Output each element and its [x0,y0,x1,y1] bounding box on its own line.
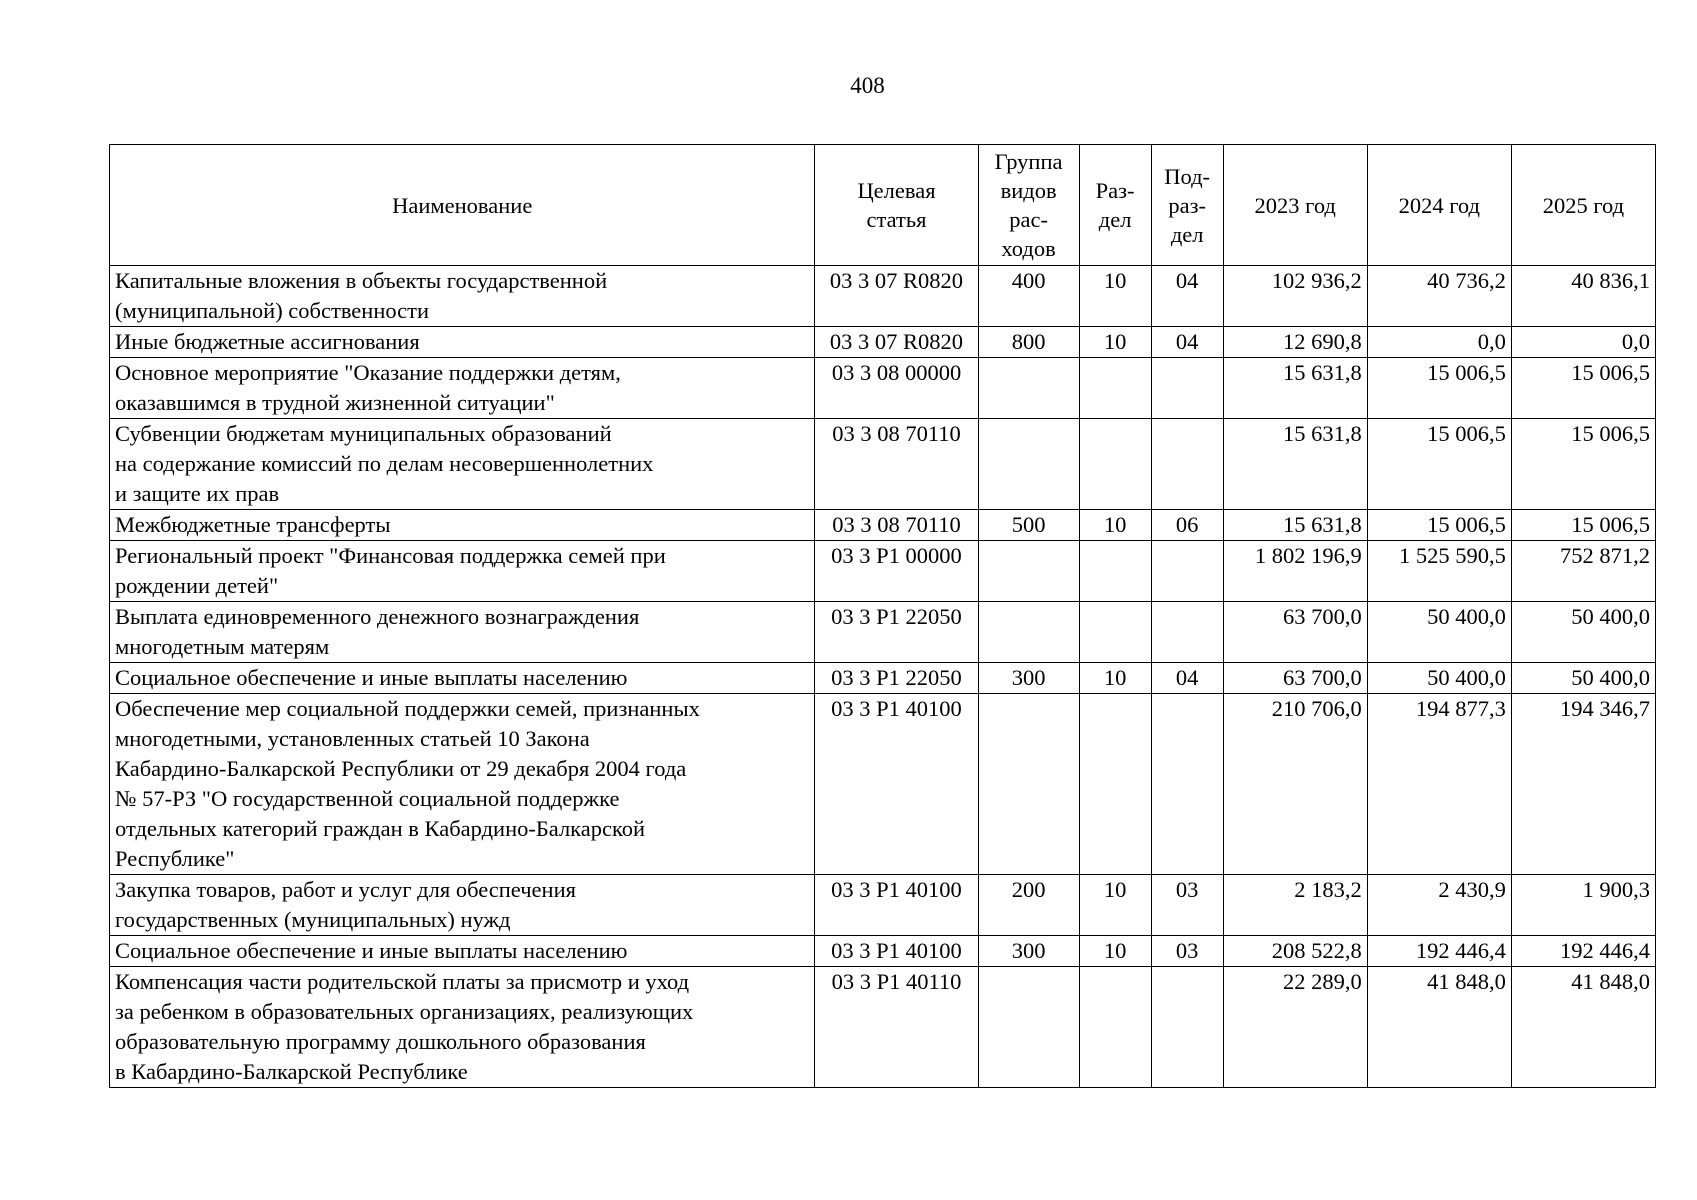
expense-group-cell [978,694,1079,875]
amount-2023-cell: 12 690,8 [1223,327,1367,358]
table-row [110,266,1656,327]
row-name-cell: Капитальные вложения в объекты государственной (муниципальной) собственности [110,266,815,327]
subsection-cell [1151,541,1223,602]
target-article-cell: 03 3 P1 00000 [815,541,978,602]
header-row [110,145,1656,266]
subsection-cell: 04 [1151,266,1223,327]
table-row [110,936,1656,967]
amount-2024-cell: 50 400,0 [1367,663,1511,694]
target-article-cell: 03 3 P1 40100 [815,694,978,875]
amount-2024-cell: 15 006,5 [1367,358,1511,419]
target-article-cell: 03 3 P1 22050 [815,663,978,694]
row-name-cell: Закупка товаров, работ и услуг для обеспечения государственных (муниципальных) нужд [110,875,815,936]
expense-group-cell [978,967,1079,1088]
amount-2023-cell: 63 700,0 [1223,602,1367,663]
amount-2025-cell: 15 006,5 [1511,419,1655,510]
amount-2023-cell: 1 802 196,9 [1223,541,1367,602]
target-article-cell: 03 3 P1 40110 [815,967,978,1088]
expense-group-cell [978,358,1079,419]
subsection-cell [1151,419,1223,510]
amount-2025-cell: 50 400,0 [1511,663,1655,694]
row-name-cell: Социальное обеспечение и иные выплаты населению [110,936,815,967]
target-article-cell: 03 3 07 R0820 [815,266,978,327]
expense-group-cell: 500 [978,510,1079,541]
subsection-cell [1151,602,1223,663]
row-name-cell: Выплата единовременного денежного вознаграждения многодетным матерям [110,602,815,663]
section-cell: 10 [1079,510,1151,541]
header-year-2024: 2024 год [1367,145,1511,266]
amount-2025-cell: 41 848,0 [1511,967,1655,1088]
page-number: 408 [850,73,885,98]
amount-2023-cell: 208 522,8 [1223,936,1367,967]
row-name-cell: Социальное обеспечение и иные выплаты населению [110,663,815,694]
row-name-cell: Основное мероприятие "Оказание поддержки детям, оказавшимся в трудной жизненной ситуации" [110,358,815,419]
amount-2023-cell: 22 289,0 [1223,967,1367,1088]
table-row [110,694,1656,875]
table-header [110,145,1656,266]
section-cell [1079,419,1151,510]
table-row [110,541,1656,602]
amount-2025-cell: 752 871,2 [1511,541,1655,602]
table-body [110,266,1656,1088]
amount-2024-cell: 40 736,2 [1367,266,1511,327]
header-expense-group: Группа видов рас- ходов [978,145,1079,266]
section-cell: 10 [1079,875,1151,936]
amount-2024-cell: 0,0 [1367,327,1511,358]
row-name-cell: Региональный проект "Финансовая поддержка семей при рождении детей" [110,541,815,602]
amount-2025-cell: 0,0 [1511,327,1655,358]
expense-group-cell: 300 [978,663,1079,694]
subsection-cell [1151,694,1223,875]
expense-group-cell [978,541,1079,602]
subsection-cell [1151,967,1223,1088]
amount-2025-cell: 1 900,3 [1511,875,1655,936]
subsection-cell: 03 [1151,936,1223,967]
amount-2025-cell: 15 006,5 [1511,358,1655,419]
amount-2023-cell: 63 700,0 [1223,663,1367,694]
expense-group-cell: 200 [978,875,1079,936]
header-section: Раз- дел [1079,145,1151,266]
target-article-cell: 03 3 08 00000 [815,358,978,419]
amount-2025-cell: 50 400,0 [1511,602,1655,663]
amount-2025-cell: 15 006,5 [1511,510,1655,541]
section-cell [1079,967,1151,1088]
budget-table [109,144,1656,1088]
row-name-cell: Компенсация части родительской платы за присмотр и уход за ребенком в образовательных организациях, реализующих образовательную программу дошкольного образования в Кабардино-Балкарской Республике [110,967,815,1088]
section-cell: 10 [1079,327,1151,358]
table-row [110,358,1656,419]
section-cell: 10 [1079,936,1151,967]
amount-2023-cell: 2 183,2 [1223,875,1367,936]
target-article-cell: 03 3 07 R0820 [815,327,978,358]
target-article-cell: 03 3 P1 40100 [815,875,978,936]
expense-group-cell [978,602,1079,663]
amount-2023-cell: 102 936,2 [1223,266,1367,327]
amount-2024-cell: 2 430,9 [1367,875,1511,936]
row-name-cell: Иные бюджетные ассигнования [110,327,815,358]
row-name-cell: Обеспечение мер социальной поддержки семей, признанных многодетными, установленных статьей 10 Закона Кабардино-Балкарской Республики от 29 декабря 2004 года № 57-РЗ "О государственной социальной поддержке отдельных категорий граждан в Кабардино-Балкарской Республике" [110,694,815,875]
subsection-cell: 06 [1151,510,1223,541]
section-cell [1079,602,1151,663]
table-row [110,327,1656,358]
target-article-cell: 03 3 P1 22050 [815,602,978,663]
section-cell: 10 [1079,266,1151,327]
amount-2024-cell: 15 006,5 [1367,419,1511,510]
table-row [110,967,1656,1088]
header-year-2025: 2025 год [1511,145,1655,266]
table-row [110,663,1656,694]
table-row [110,419,1656,510]
header-subsection: Под- раз- дел [1151,145,1223,266]
target-article-cell: 03 3 08 70110 [815,510,978,541]
expense-group-cell [978,419,1079,510]
row-name-cell: Межбюджетные трансферты [110,510,815,541]
header-year-2023: 2023 год [1223,145,1367,266]
amount-2024-cell: 15 006,5 [1367,510,1511,541]
amount-2023-cell: 210 706,0 [1223,694,1367,875]
subsection-cell: 03 [1151,875,1223,936]
expense-group-cell: 800 [978,327,1079,358]
section-cell [1079,694,1151,875]
section-cell: 10 [1079,663,1151,694]
amount-2024-cell: 1 525 590,5 [1367,541,1511,602]
amount-2023-cell: 15 631,8 [1223,358,1367,419]
subsection-cell [1151,358,1223,419]
table-row [110,875,1656,936]
amount-2024-cell: 192 446,4 [1367,936,1511,967]
amount-2024-cell: 194 877,3 [1367,694,1511,875]
header-name: Наименование [110,145,815,266]
amount-2025-cell: 192 446,4 [1511,936,1655,967]
expense-group-cell: 400 [978,266,1079,327]
amount-2025-cell: 40 836,1 [1511,266,1655,327]
row-name-cell: Субвенции бюджетам муниципальных образований на содержание комиссий по делам несовершеннолетних и защите их прав [110,419,815,510]
amount-2023-cell: 15 631,8 [1223,510,1367,541]
amount-2023-cell: 15 631,8 [1223,419,1367,510]
table-row [110,510,1656,541]
section-cell [1079,541,1151,602]
amount-2024-cell: 41 848,0 [1367,967,1511,1088]
table-row [110,602,1656,663]
expense-group-cell: 300 [978,936,1079,967]
subsection-cell: 04 [1151,663,1223,694]
subsection-cell: 04 [1151,327,1223,358]
section-cell [1079,358,1151,419]
amount-2024-cell: 50 400,0 [1367,602,1511,663]
amount-2025-cell: 194 346,7 [1511,694,1655,875]
target-article-cell: 03 3 P1 40100 [815,936,978,967]
target-article-cell: 03 3 08 70110 [815,419,978,510]
header-target-article: Целевая статья [815,145,978,266]
